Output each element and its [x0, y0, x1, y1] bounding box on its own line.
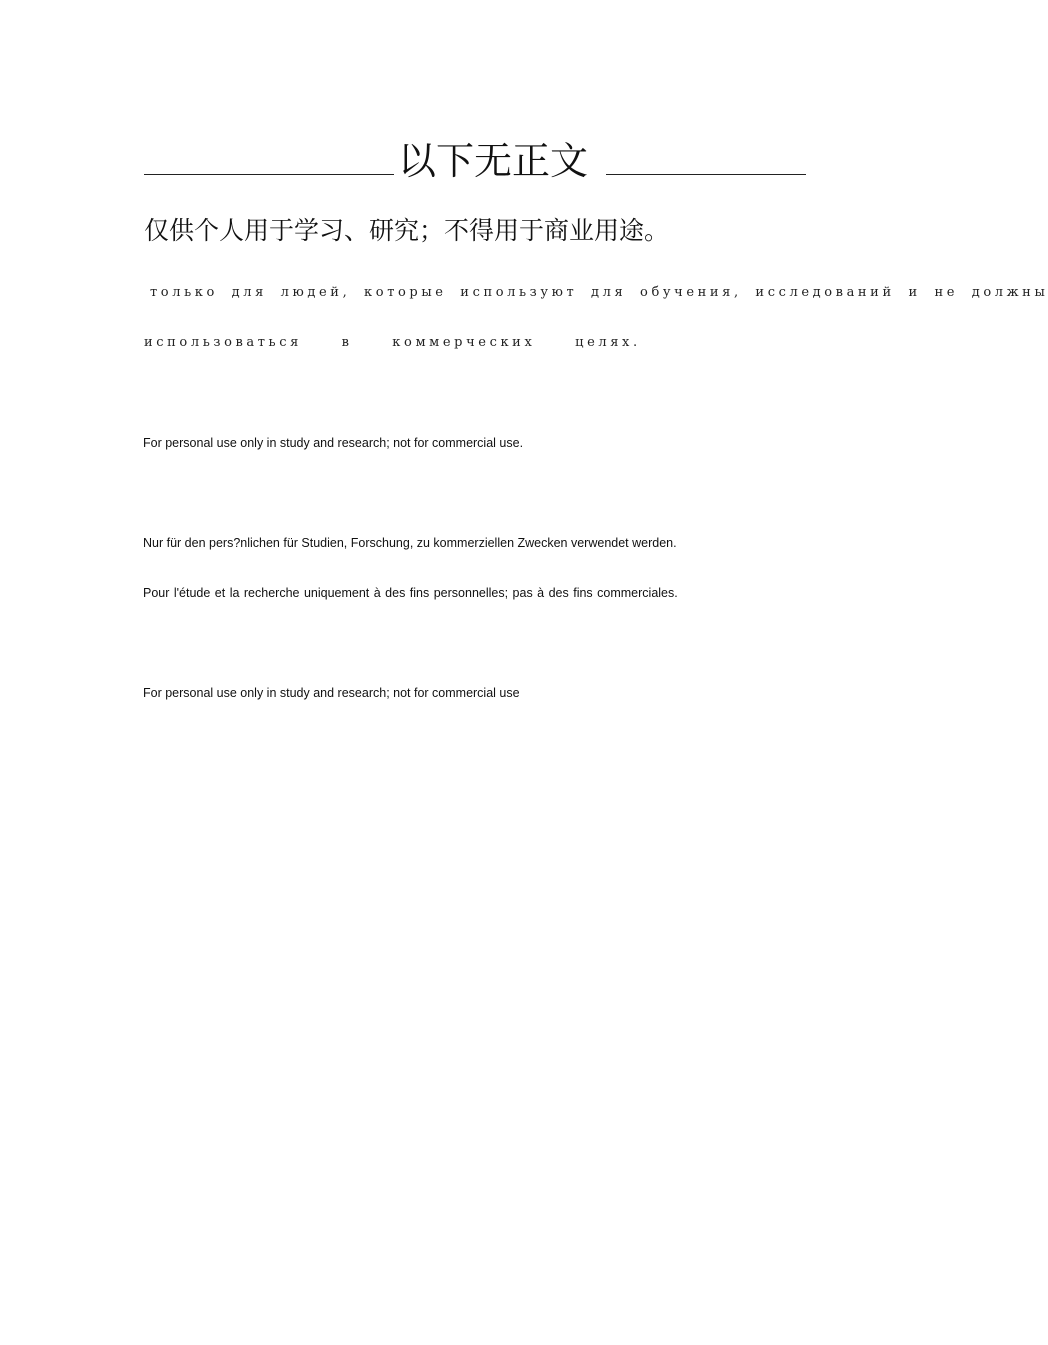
french-notice: Pour l'étude et la recherche uniquement à des fins personnelles; pas à des fins commerciales. — [143, 586, 678, 600]
heading-rule-left — [144, 174, 394, 175]
english-notice-repeat: For personal use only in study and research; not for commercial use — [143, 686, 520, 700]
german-notice: Nur für den pers?nlichen für Studien, Forschung, zu kommerziellen Zwecken verwendet werden. — [143, 536, 677, 550]
heading-row — [144, 138, 806, 188]
chinese-notice: 仅供个人用于学习、研究；不得用于商业用途。 — [144, 216, 670, 245]
russian-notice-line-1: только для людей, которые используют для обучения, исследований и не должны — [150, 285, 1048, 300]
russian-notice-line-2: использоваться в коммерческих целях. — [144, 335, 641, 350]
page-heading: 以下无正文 — [398, 139, 589, 183]
heading-rule-right — [606, 174, 806, 175]
english-notice: For personal use only in study and research; not for commercial use. — [143, 436, 524, 450]
